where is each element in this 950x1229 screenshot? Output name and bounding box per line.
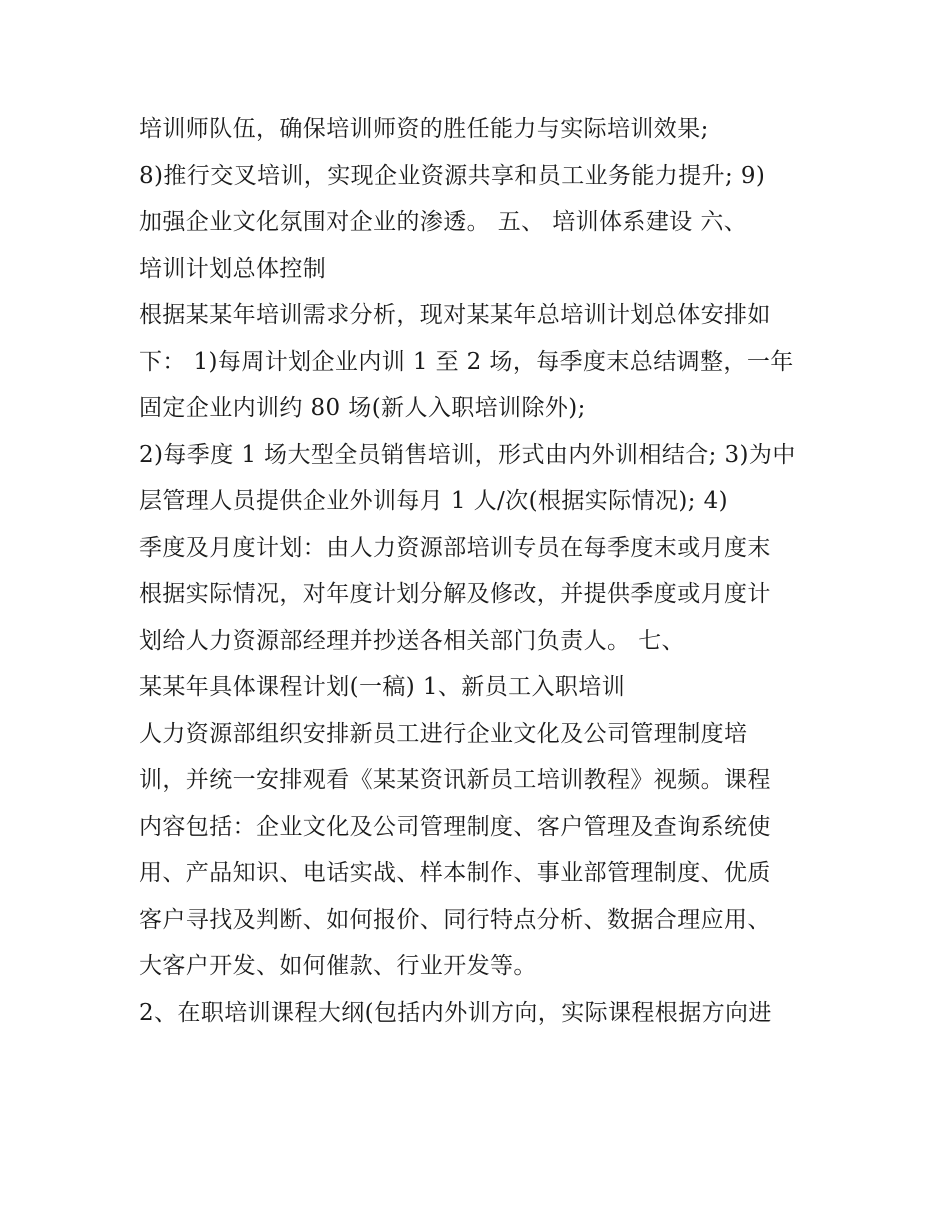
text-line: 层管理人员提供企业外训每月 1 人/次(根据实际情况); 4)	[139, 488, 729, 514]
document-body	[139, 106, 829, 1036]
text-line: 培训计划总体控制	[139, 255, 327, 282]
text-line: 训，并统一安排观看《某某资讯新员工培训教程》视频。课程	[139, 767, 771, 793]
text-line: 加强企业文化氛围对企业的渗透。 五、 培训体系建设 六、	[139, 209, 748, 235]
text-line: 下： 1)每周计划企业内训 1 至 2 场，每季度末总结调整，一年	[139, 348, 794, 375]
text-line: 划给人力资源部经理并抄送各相关部门负责人。 七、	[139, 627, 685, 654]
text-line: 8)推行交叉培训，实现企业资源共享和员工业务能力提升; 9)	[139, 162, 766, 189]
text-line: 大客户开发、如何催款、行业开发等。	[139, 953, 537, 979]
text-line: 客户寻找及判断、如何报价、同行特点分析、数据合理应用、	[139, 906, 771, 933]
text-line: 根据实际情况，对年度计划分解及修改，并提供季度或月度计	[139, 581, 771, 607]
text-line: 根据某某年培训需求分析，现对某某年总培训计划总体安排如	[139, 302, 771, 328]
text-line: 内容包括：企业文化及公司管理制度、客户管理及查询系统使	[139, 813, 771, 840]
text-line: 2)每季度 1 场大型全员销售培训，形式由内外训相结合; 3)为中	[139, 441, 796, 468]
text-line: 2、在职培训课程大纲(包括内外训方向，实际课程根据方向进	[139, 999, 772, 1026]
text-line: 用、产品知识、电话实战、样本制作、事业部管理制度、优质	[139, 860, 771, 886]
text-line: 人力资源部组织安排新员工进行企业文化及公司管理制度培	[139, 720, 748, 747]
text-line: 培训师队伍，确保培训师资的胜任能力与实际培训效果;	[139, 116, 709, 142]
text-line: 季度及月度计划：由人力资源部培训专员在每季度末或月度末	[139, 534, 771, 561]
text-line: 某某年具体课程计划(一稿) 1、新员工入职培训	[139, 674, 626, 700]
text-line: 固定企业内训约 80 场(新人入职培训除外);	[139, 395, 586, 421]
